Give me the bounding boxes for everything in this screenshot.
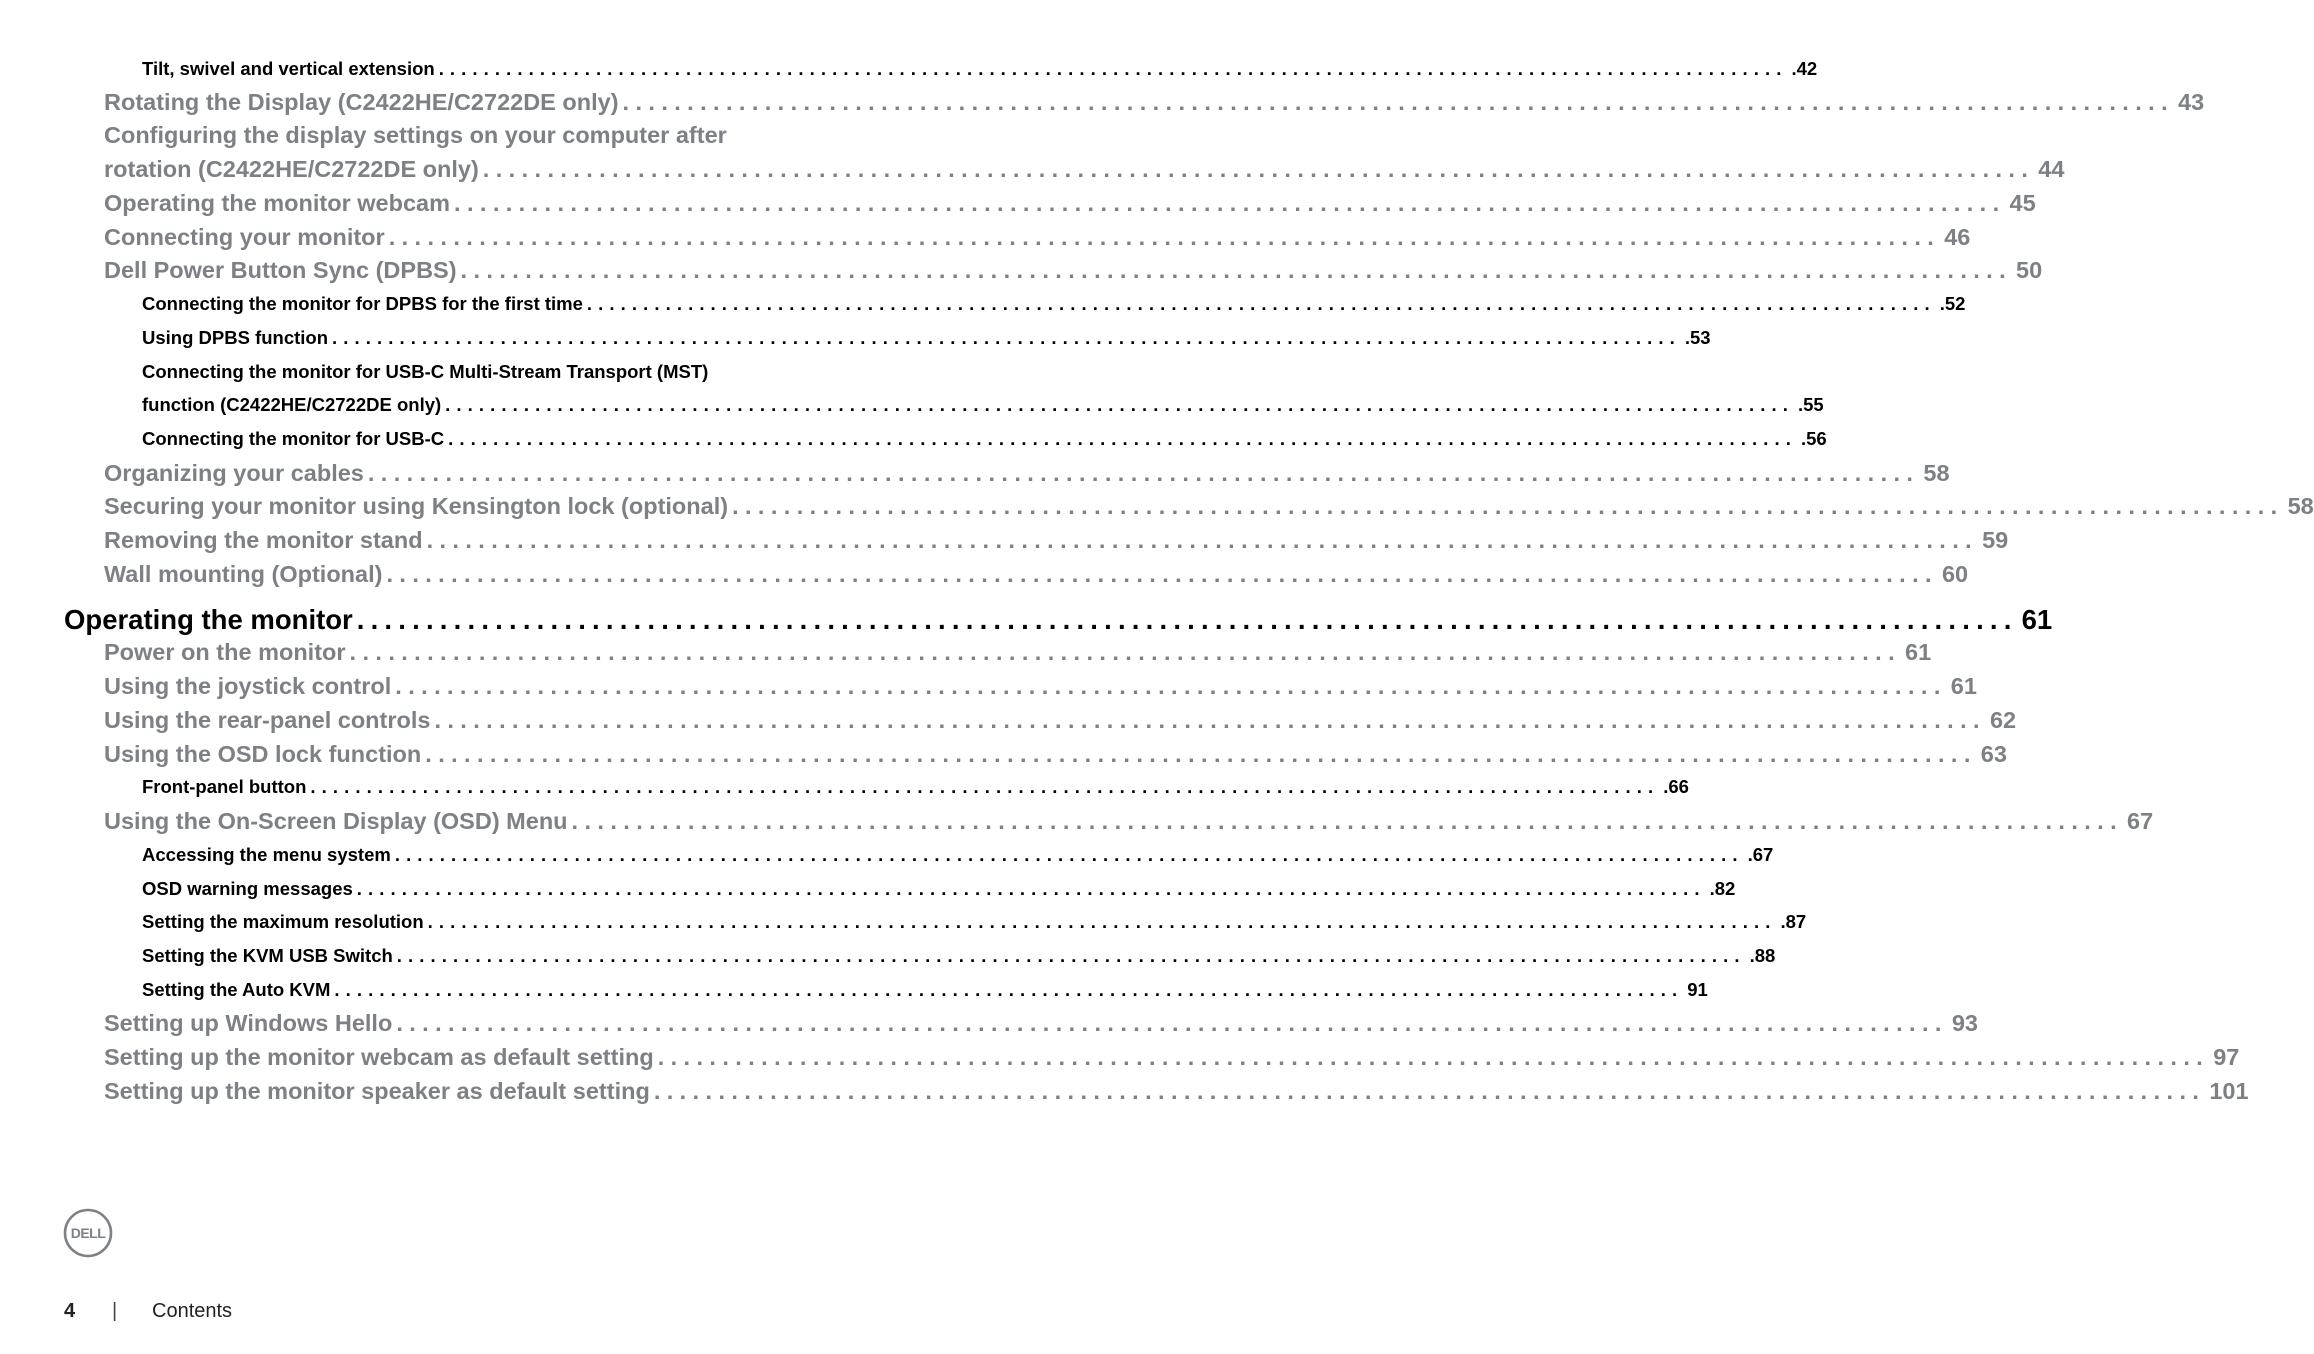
- toc-entry-page-number: .56: [1800, 428, 1827, 449]
- toc-entry-page-number: 91: [1687, 979, 1708, 1000]
- toc-entry-title-line: Configuring the display settings on your computer after: [104, 122, 727, 148]
- toc-entry-page-number: 61: [1905, 639, 1932, 665]
- toc-dot-leader: ........................................................................................................................: [454, 190, 2006, 216]
- toc-entry-page-number: .67: [1747, 844, 1774, 865]
- toc-entry-title: Organizing your cables: [104, 460, 364, 486]
- toc-entry[interactable]: [104, 493, 2314, 523]
- toc-dot-leader: ........................................................................................................................: [482, 156, 2035, 182]
- toc-entry-title: OSD warning messages: [142, 878, 353, 899]
- toc-entry-title: Setting the maximum resolution: [142, 911, 424, 932]
- toc-entry-title: Securing your monitor using Kensington lock (optional): [104, 493, 729, 519]
- toc-dot-leader: ........................................................................................................................: [460, 257, 2013, 283]
- toc-entry[interactable]: [64, 604, 2053, 638]
- toc-dot-leader: ........................................................................................................................: [332, 327, 1681, 348]
- toc-dot-leader: ........................................................................................................................: [388, 224, 1941, 250]
- toc-entry-page-number: 97: [2213, 1044, 2240, 1070]
- toc-entry[interactable]: [142, 911, 1807, 935]
- dell-logo-text: DELL: [70, 1225, 106, 1241]
- toc-entry-page-number: 45: [2009, 190, 2036, 216]
- toc-entry-title: Using the OSD lock function: [104, 741, 422, 767]
- toc-entry[interactable]: [104, 89, 2205, 119]
- toc-dot-leader: ........................................................................................................................: [732, 493, 2284, 519]
- toc-dot-leader: ........................................................................................................................: [438, 58, 1788, 79]
- toc-entry-page-number: 44: [2038, 156, 2065, 182]
- toc-dot-leader: ........................................................................................................................: [571, 808, 2124, 834]
- toc-entry-title: Using DPBS function: [142, 327, 329, 348]
- toc-dot-leader: ........................................................................................................................: [426, 527, 1979, 553]
- toc-dot-leader: ........................................................................................................................: [394, 844, 1744, 865]
- toc-entry-title: Front-panel button: [142, 776, 307, 797]
- toc-dot-leader: ........................................................................................................................: [434, 707, 1986, 733]
- toc-dot-leader: ........................................................................................................................: [425, 741, 1977, 767]
- toc-entry-title: Connecting the monitor for USB-C: [142, 428, 445, 449]
- toc-entry-page-number: 59: [1982, 527, 2009, 553]
- toc-entry-page-number: .55: [1797, 394, 1824, 415]
- toc-entry-page-number: 62: [1989, 707, 2017, 733]
- toc-entry[interactable]: [142, 428, 1827, 452]
- toc-dot-leader: ........................................................................................................................: [356, 878, 1706, 899]
- toc-entry-page-number: 50: [2016, 257, 2043, 283]
- toc-entry[interactable]: [104, 190, 2036, 220]
- toc-dot-leader: ........................................................................................................................: [334, 979, 1684, 1000]
- toc-entry-page-number: .82: [1709, 878, 1736, 899]
- toc-entry[interactable]: [104, 561, 1969, 591]
- toc-entry[interactable]: [142, 844, 1774, 868]
- toc-entry-page-number: .53: [1684, 327, 1711, 348]
- toc-entry-title: Power on the monitor: [104, 639, 346, 665]
- toc-entry[interactable]: [142, 361, 1824, 418]
- toc-entry-page-number: 43: [2178, 89, 2205, 115]
- toc-entry[interactable]: [104, 224, 1971, 254]
- toc-entry[interactable]: [142, 945, 1776, 969]
- toc-entry-title: Setting the KVM USB Switch: [142, 945, 393, 966]
- toc-entry-page-number: .42: [1791, 58, 1818, 79]
- toc-entry[interactable]: [104, 122, 2065, 186]
- toc-entry-page-number: 101: [2209, 1078, 2249, 1104]
- toc-entry[interactable]: [142, 776, 1689, 800]
- toc-entry-page-number: .52: [1939, 293, 1966, 314]
- toc-dot-leader: ........................................................................................................................: [622, 89, 2175, 115]
- toc-entry-title: Wall mounting (Optional): [104, 561, 383, 587]
- toc-dot-leader: ........................................................................................................................: [427, 911, 1777, 932]
- toc-dot-leader: ........................................................................................................................: [367, 460, 1920, 486]
- toc-entry-title: Setting up the monitor webcam as default setting: [104, 1044, 654, 1070]
- toc-entry-title: Setting the Auto KVM: [142, 979, 331, 1000]
- toc-entry[interactable]: [104, 707, 2017, 737]
- toc-dot-leader: ........................................................................................................................: [445, 394, 1794, 415]
- toc-dot-leader: ........................................................................................................................: [586, 293, 1936, 314]
- toc-entry-title: Setting up Windows Hello: [104, 1010, 393, 1036]
- toc-entry-page-number: .66: [1663, 776, 1689, 797]
- toc-entry-title: function (C2422HE/C2722DE only): [142, 394, 442, 415]
- toc-entry-title-line: Connecting the monitor for USB-C Multi-Stream Transport (MST): [142, 361, 709, 382]
- toc-entry-page-number: 60: [1941, 561, 1969, 587]
- toc-entry-page-number: 61: [1950, 673, 1977, 699]
- toc-dot-leader: ........................................................................................................................: [653, 1078, 2206, 1104]
- toc-dot-leader: ........................................................................................................................: [386, 561, 1938, 587]
- toc-entry[interactable]: [104, 460, 1950, 490]
- toc-entry[interactable]: [142, 293, 1966, 317]
- toc-entry-title: Tilt, swivel and vertical extension: [142, 58, 435, 79]
- toc-entry-title: rotation (C2422HE/C2722DE only): [104, 156, 479, 182]
- toc-entry-title: Dell Power Button Sync (DPBS): [104, 257, 457, 283]
- toc-entry[interactable]: [104, 639, 1932, 669]
- toc-dot-leader: ........................................................................................................................: [349, 639, 1902, 665]
- toc-entry-page-number: 67: [2127, 808, 2154, 834]
- toc-dot-leader: ........................................................................................................................: [395, 673, 1947, 699]
- toc-dot-leader: ........................................................................................................................: [396, 1010, 1948, 1036]
- toc-entry[interactable]: [104, 1044, 2240, 1074]
- toc-entry-page-number: 46: [1944, 224, 1971, 250]
- toc-entry[interactable]: [104, 257, 2043, 287]
- toc-dot-leader: ........................................................................................................................: [356, 604, 2018, 635]
- toc-entry-page-number: 61: [2021, 604, 2053, 635]
- toc-entry-title: Removing the monitor stand: [104, 527, 423, 553]
- footer-section-name: Contents: [152, 1300, 233, 1322]
- toc-entry-title: Using the rear-panel controls: [104, 707, 431, 733]
- toc-entry[interactable]: [104, 527, 2009, 557]
- toc-entry[interactable]: [104, 741, 2007, 771]
- page-number: 4: [64, 1300, 76, 1322]
- toc-entry[interactable]: [142, 327, 1711, 351]
- toc-dot-leader: ........................................................................................................................: [657, 1044, 2210, 1070]
- toc-entry-title: Using the On-Screen Display (OSD) Menu: [104, 808, 568, 834]
- toc-entry-title: Rotating the Display (C2422HE/C2722DE only): [104, 89, 619, 115]
- page-footer: [64, 1300, 232, 1323]
- toc-entry-title: Accessing the menu system: [142, 844, 391, 865]
- toc-entry-title: Operating the monitor webcam: [104, 190, 451, 216]
- toc-entry[interactable]: [104, 808, 2154, 838]
- toc-dot-leader: ........................................................................................................................: [310, 776, 1660, 797]
- toc-entry[interactable]: [104, 673, 1977, 703]
- toc-entry-page-number: .88: [1749, 945, 1776, 966]
- toc-entry-page-number: .87: [1780, 911, 1807, 932]
- toc-entry-page-number: 93: [1951, 1010, 1978, 1036]
- toc-entry[interactable]: [142, 979, 1708, 1003]
- toc-entry[interactable]: [142, 58, 1818, 82]
- toc-entry-title: Setting up the monitor speaker as default setting: [104, 1078, 650, 1104]
- toc-entry[interactable]: [104, 1078, 2249, 1108]
- dell-logo-icon: [63, 1208, 113, 1258]
- toc-entry-title: Using the joystick control: [104, 673, 392, 699]
- toc-entry-title: Operating the monitor: [64, 604, 353, 635]
- footer-separator: |: [112, 1300, 118, 1322]
- toc-dot-leader: ........................................................................................................................: [448, 428, 1797, 449]
- toc-entry-page-number: 58: [1923, 460, 1950, 486]
- toc-entry-title: Connecting the monitor for DPBS for the first time: [142, 293, 583, 314]
- toc-dot-leader: ........................................................................................................................: [396, 945, 1746, 966]
- toc-entry-page-number: 58: [2287, 493, 2314, 519]
- toc-entry-title: Connecting your monitor: [104, 224, 385, 250]
- toc-entry-page-number: 63: [1980, 741, 2007, 767]
- toc-entry[interactable]: [104, 1010, 1978, 1040]
- toc-entry[interactable]: [142, 878, 1736, 902]
